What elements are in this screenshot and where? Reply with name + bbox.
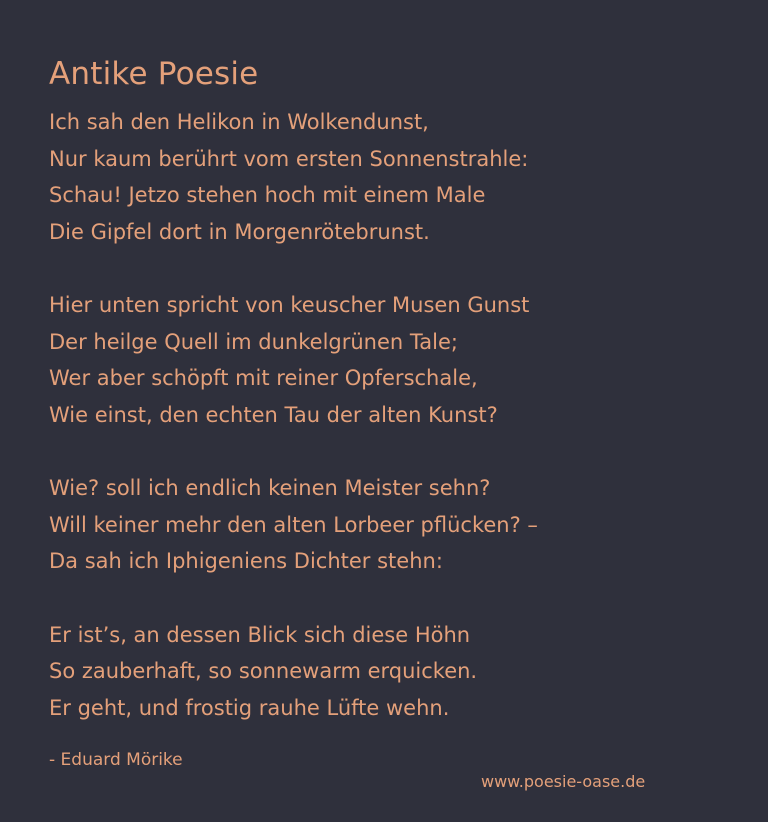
poem-stanza-2 xyxy=(49,287,729,433)
poem-line: Die Gipfel dort in Morgenrötebrunst. xyxy=(49,219,430,244)
source-website: www.poesie-oase.de xyxy=(481,772,646,791)
poem-line: Er geht, und frostig rauhe Lüfte wehn. xyxy=(49,695,450,720)
poem-line: Will keiner mehr den alten Lorbeer pflücken? – xyxy=(49,512,538,537)
poem-line: So zauberhaft, so sonnewarm erquicken. xyxy=(49,659,478,683)
poem-line: Schau! Jetzo stehen hoch mit einem Male xyxy=(49,183,486,207)
poem-line: Er ist’s, an dessen Blick sich diese Höhn xyxy=(49,622,471,647)
poem-line: Wer aber schöpft mit reiner Opferschale, xyxy=(49,366,478,390)
poem-line: Wie? soll ich endlich keinen Meister sehn? xyxy=(49,476,491,500)
poem-line: Nur kaum berührt vom ersten Sonnenstrahle: xyxy=(49,146,529,171)
poem-line: Ich sah den Helikon in Wolkendunst, xyxy=(49,110,429,134)
poem-container xyxy=(49,52,729,763)
poem-stanza-1 xyxy=(49,104,729,250)
poem-line: Da sah ich Iphigeniens Dichter stehn: xyxy=(49,549,443,573)
poem-line: Der heilge Quell im dunkelgrünen Tale; xyxy=(49,329,458,354)
poem-title: Antike Poesie xyxy=(49,56,259,92)
poem-stanza-4 xyxy=(49,617,729,727)
poem-author: - Eduard Mörike xyxy=(49,750,183,770)
poem-line: Wie einst, den echten Tau der alten Kunst? xyxy=(49,402,498,427)
poem-stanza-3 xyxy=(49,470,729,580)
poem-line: Hier unten spricht von keuscher Musen Gunst xyxy=(49,293,530,317)
